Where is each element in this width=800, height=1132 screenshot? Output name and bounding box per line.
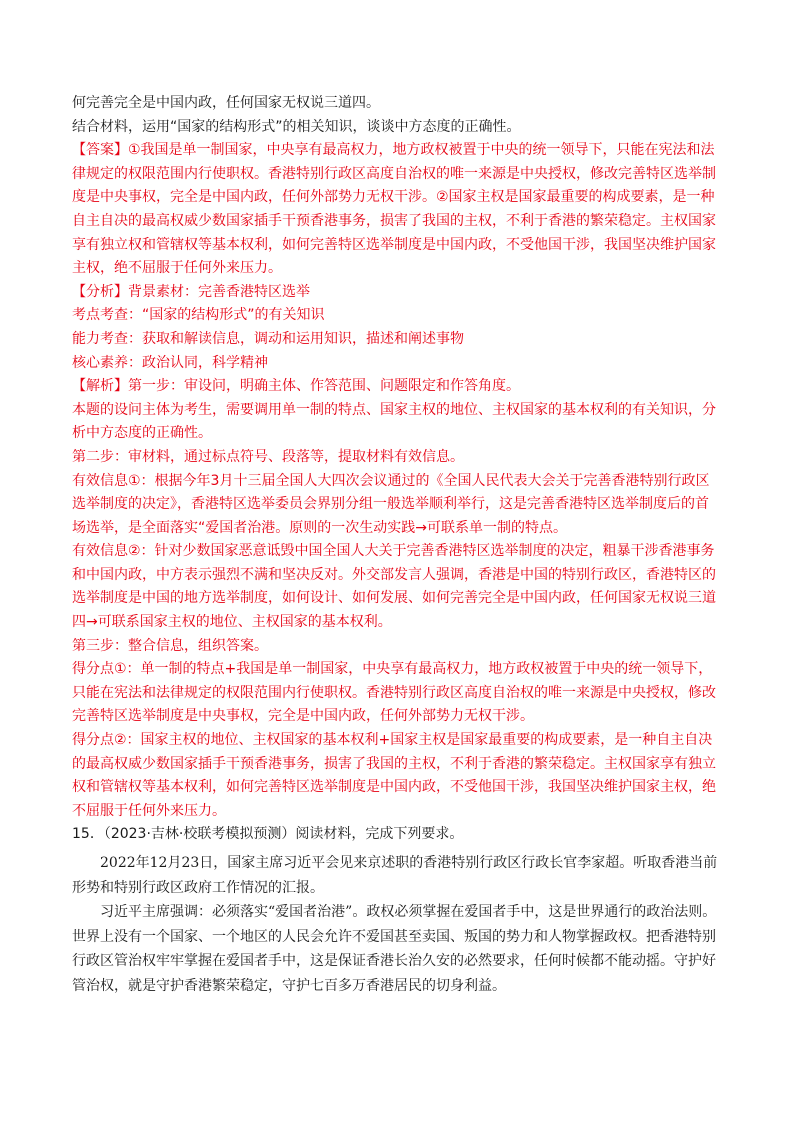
text-line: 【解析】第一步：审设问，明确主体、作答范围、问题限定和作答角度。 bbox=[72, 378, 520, 395]
text-line: 考点考查：“国家的结构形式”的有关知识 bbox=[72, 307, 325, 324]
text-line: 15．（2023·吉林·校联考模拟预测）阅读材料，完成下列要求。 bbox=[72, 826, 464, 843]
text-line: 四→可联系国家主权的地位、主权国家的基本权利。 bbox=[72, 614, 392, 631]
text-line: 析中方态度的正确性。 bbox=[72, 425, 212, 442]
text-line: 享有独立权和管辖权等基本权利，如何完善特区选举制度是中国内政，不受他国干涉，我国坚决维护国家 bbox=[72, 236, 716, 253]
passage-line: 2022年12月23日，国家主席习近平会见来京述职的香港特别行政区行政长官李家超。听取香港当前 bbox=[100, 855, 718, 871]
text-line: 选举制度的决定》，香港特区选举委员会界别分组一般选举顺利举行，这是完善香港特区选举制度后的首 bbox=[72, 496, 709, 513]
text-line: 权和管辖权等基本权利，如何完善特区选举制度是中国内政，不受他国干涉，我国坚决维护国家主权，绝 bbox=[72, 779, 716, 796]
text-line: 律规定的权限范围内行使职权。香港特别行政区高度自治权的唯一来源是中央授权，修改完善特区选举制 bbox=[72, 165, 716, 182]
reading-passage bbox=[72, 851, 734, 998]
text-line: 度是中央事权，完全是中国内政，任何外部势力无权干涉。②国家主权是国家最重要的构成要素，是一种 bbox=[72, 189, 715, 206]
answer-section bbox=[72, 92, 734, 847]
text-line: 场选举，是全面落实“爱国者治港。原则的一次生动实践→可联系单一制的特点。 bbox=[72, 519, 567, 536]
document-page bbox=[72, 92, 734, 998]
text-line: 完善特区选举制度是中央事权，完全是中国内政，任何外部势力无权干涉。 bbox=[72, 708, 534, 725]
text-line: 主权，绝不屈服于任何外来压力。 bbox=[72, 260, 282, 277]
text-line: 不屈服于任何外来压力。 bbox=[72, 802, 226, 819]
text-line: 【分析】背景素材：完善香港特区选举 bbox=[72, 283, 310, 300]
text-line: 第三步：整合信息，组织答案。 bbox=[72, 637, 268, 654]
text-line: 本题的设问主体为考生，需要调用单一制的特点、国家主权的地位、主权国家的基本权利的有关知识，分 bbox=[72, 401, 716, 418]
text-line: 有效信息②：针对少数国家恶意诋毁中国全国人大关于完善香港特区选举制度的决定，粗暴干涉香港事务 bbox=[72, 543, 715, 560]
passage-line: 形势和特别行政区政府工作情况的汇报。 bbox=[72, 879, 324, 896]
passage-line: 世界上没有一个国家、一个地区的人民会允许不爱国甚至卖国、叛国的势力和人物掌握政权。把香港特别 bbox=[72, 928, 716, 945]
text-line: 得分点②：国家主权的地位、主权国家的基本权利+国家主权是国家最重要的构成要素，是一种自主自决 bbox=[72, 732, 713, 749]
text-line: 何完善完全是中国内政，任何国家无权说三道四。 bbox=[72, 95, 380, 111]
text-line: 【答案】①我国是单一制国家，中央享有最高权力，地方政权被置于中央的统一领导下，只能在宪法和法 bbox=[72, 142, 715, 159]
text-line: 选举制度是中国的地方选举制度，如何设计、如何发展、如何完善完全是中国内政，任何国家无权说三道 bbox=[72, 590, 716, 607]
text-line: 得分点①：单一制的特点+我国是单一制国家，中央享有最高权力，地方政权被置于中央的统一领导下， bbox=[72, 661, 713, 678]
passage-line: 行政区管治权牢牢掌握在爱国者手中，这是保证香港长治久安的必然要求，任何时候都不能动摇。守护好 bbox=[72, 953, 716, 969]
passage-line: 管治权，就是守护香港繁荣稳定，守护七百多万香港居民的切身利益。 bbox=[72, 977, 506, 994]
text-line: 结合材料，运用“国家的结构形式”的相关知识，谈谈中方态度的正确性。 bbox=[72, 118, 521, 135]
text-line: 有效信息①：根据今年3月十三届全国人大四次会议通过的《全国人民代表大会关于完善香港特别行政区 bbox=[72, 472, 710, 489]
passage-line: 习近平主席强调：必须落实“爱国者治港”。政权必须掌握在爱国者手中，这是世界通行的政治法则。 bbox=[100, 904, 717, 920]
text-line: 自主自决的最高权威少数国家插手干预香港事务，损害了我国的主权，不利于香港的繁荣稳定。主权国家 bbox=[72, 212, 716, 229]
text-line: 核心素养：政治认同，科学精神 bbox=[72, 354, 268, 371]
text-line: 能力考查：获取和解读信息，调动和运用知识，描述和阐述事物 bbox=[72, 330, 464, 347]
text-line: 第二步：审材料，通过标点符号、段落等，提取材料有效信息。 bbox=[72, 448, 464, 465]
text-line: 的最高权威少数国家插手干预香港事务，损害了我国的主权，不利于香港的繁荣稳定。主权国家享有独立 bbox=[72, 755, 716, 772]
text-line: 只能在宪法和法律规定的权限范围内行使职权。香港特别行政区高度自治权的唯一来源是中央授权，修改 bbox=[72, 684, 716, 701]
text-line: 和中国内政，中方表示强烈不满和坚决反对。外交部发言人强调，香港是中国的特别行政区，香港特区的 bbox=[72, 566, 716, 583]
